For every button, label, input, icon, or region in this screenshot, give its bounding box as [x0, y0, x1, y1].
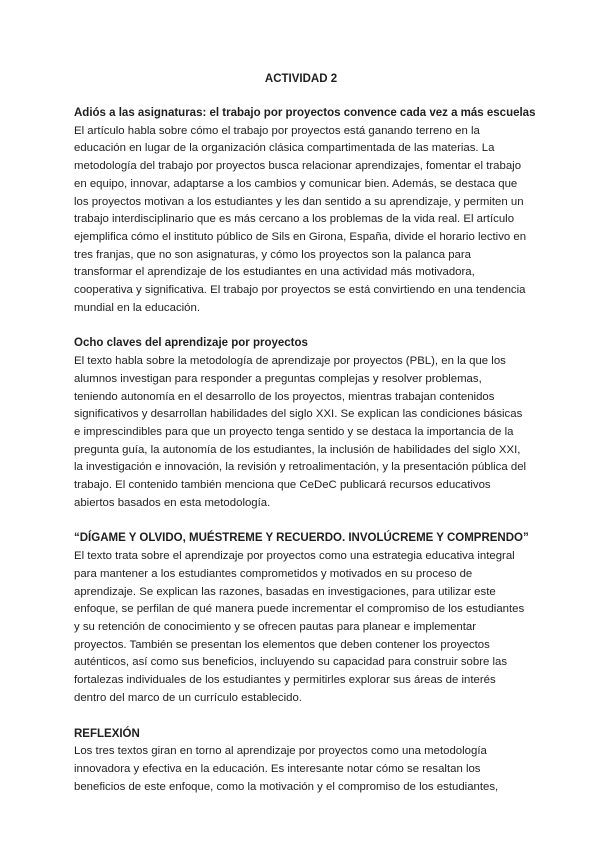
section-heading: “DÍGAME Y OLVIDO, MUÉSTREME Y RECUERDO. INVOLÚCREME Y COMPRENDO”	[74, 532, 529, 545]
section-reflexion	[74, 726, 528, 797]
section-paragraph: Los tres textos giran en torno al aprendizaje por proyectos como una metodología innovadora y efectiva en la educación. Es interesante notar cómo se resaltan los beneficios de este enfoque, como la motivación y el compromiso de los estudiantes,	[74, 745, 499, 793]
section-ocho-claves	[74, 335, 528, 512]
section-adios-asignaturas	[74, 105, 536, 317]
section-heading: REFLEXIÓN	[74, 727, 140, 740]
document-title: ACTIVIDAD 2	[264, 73, 338, 85]
section-paragraph: El artículo habla sobre cómo el trabajo por proyectos está ganando terreno en la educación en lugar de la organización clásica compartimentada de las materias. La metodología del trabajo por proyectos busca relacionar aprendizajes, fomentar el trabajo en equipo, innovar, adaptarse a los cambios y comunicar bien. Además, se destaca que los proyectos motivan a los estudiantes y les dan sentido a su aprendizaje, y permiten un trabajo interdisciplinario que es más cercano a los problemas de la vida real. El artículo ejemplifica cómo el instituto público de Sils en Girona, España, divide el horario lectivo en tres franjas, que no son asignaturas, y cómo los proyectos son la palanca para transformar el aprendizaje de los estudiantes en una actividad más motivadora, cooperativa y significativa. El trabajo por proyectos se está convirtiendo en una tendencia mundial en la educación.	[74, 124, 527, 314]
section-digame-y-olvido	[74, 530, 528, 707]
section-heading: Ocho claves del aprendizaje por proyectos	[74, 337, 308, 350]
section-heading: Adiós a las asignaturas: el trabajo por proyectos convence cada vez a más escuelas	[74, 107, 536, 119]
section-paragraph: El texto habla sobre la metodología de aprendizaje por proyectos (PBL), en la que los alumnos investigan para responder a preguntas complejas y resolver problemas, teniendo autonomía en el desarrollo de los proyectos, mientras trabajan contenidos significativos y desarrollan habilidades del siglo XXI. Se explican las condiciones básicas e imprescindibles para que un proyecto tenga sentido y se destaca la importancia de la pregunta guía, la autonomía de los estudiantes, la inclusión de habilidades del siglo XXI, la investigación e innovación, la revisión y retroalimentación, y la presentación pública del trabajo. El contenido también menciona que CeDeC publicará recursos educativos abiertos basados en esta metodología.	[74, 355, 527, 509]
section-paragraph: El texto trata sobre el aprendizaje por proyectos como una estrategia educativa integral para mantener a los estudiantes comprometidos y motivados en su proceso de aprendizaje. Se explican las razones, basadas en investigaciones, para utilizar este enfoque, se perfilan de qué manera puede incrementar el compromiso de los estudiantes y su retención de conocimiento y se ofrecen pautas para planear e implementar proyectos. También se presentan los elementos que deben contener los proyectos auténticos, así como sus beneficios, incluyendo su capacidad para construir sobre las fortalezas individuales de los estudiantes y permitirles explorar sus áreas de interés dentro del marco de un currículo establecido.	[74, 550, 525, 704]
